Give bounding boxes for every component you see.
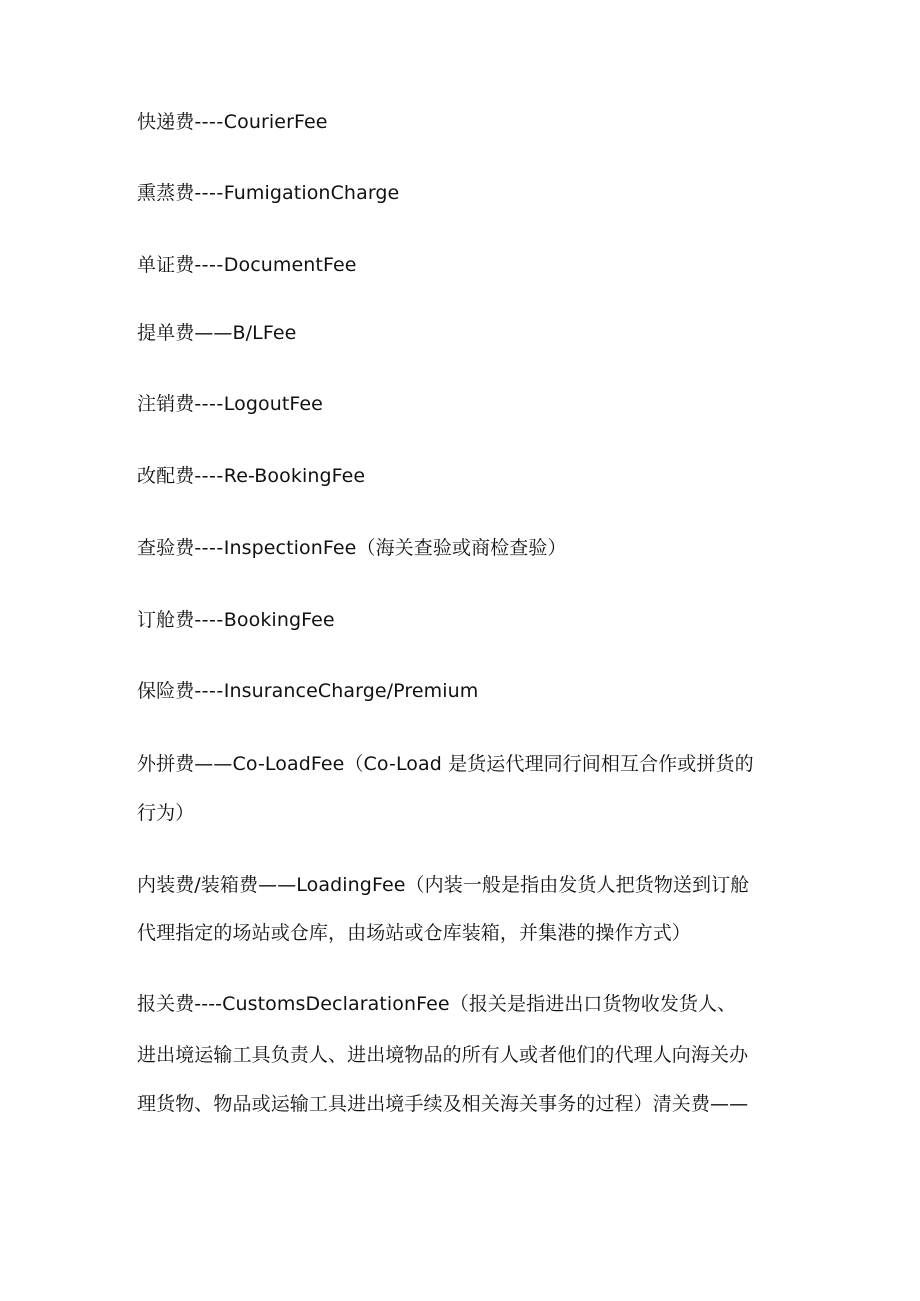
fee-name-zh: 注销费 (137, 393, 195, 415)
fee-name-zh: 快递费 (137, 111, 195, 133)
fee-name-zh: 订舱费 (137, 609, 195, 631)
coload-line-2: 行为） (137, 802, 195, 824)
fee-entry-booking (137, 608, 797, 632)
fee-name-en: FumigationCharge (223, 182, 400, 204)
separator: ---- (194, 537, 224, 559)
separator: ---- (194, 254, 224, 276)
fee-name-en: InsuranceCharge/Premium (223, 680, 479, 702)
fee-entry-bl (137, 321, 797, 345)
fee-note: （海关查验或商检查验） (356, 537, 567, 559)
fee-name-en: DocumentFee (223, 254, 357, 276)
loading-line-2: 代理指定的场站或仓库，由场站或仓库装箱，并集港的操作方式） (137, 922, 691, 944)
separator: ---- (194, 393, 224, 415)
customs-line-1: 报关费----CustomsDeclarationFee（报关是指进出口货物收发货人、 (137, 993, 737, 1015)
fee-name-en: Re-BookingFee (223, 465, 366, 487)
fee-name-zh: 保险费 (137, 680, 195, 702)
separator: ---- (194, 609, 224, 631)
separator: —— (194, 322, 233, 344)
fee-entry-insurance (137, 679, 797, 703)
fee-name-zh: 改配费 (137, 465, 195, 487)
separator: ---- (194, 680, 224, 702)
fee-entry-fumigation (137, 181, 797, 205)
fee-entry-logout (137, 392, 797, 416)
fee-name-en: CourierFee (223, 111, 328, 133)
fee-name-zh: 提单费 (137, 322, 195, 344)
customs-line-2: 进出境运输工具负责人、进出境物品的所有人或者他们的代理人向海关办 (137, 1044, 749, 1066)
fee-name-en: B/LFee (232, 322, 297, 344)
separator: ---- (194, 182, 224, 204)
fee-entry-inspection (137, 536, 797, 560)
fee-name-zh: 单证费 (137, 254, 195, 276)
fee-entry-document (137, 253, 797, 277)
fee-name-en: LogoutFee (223, 393, 323, 415)
fee-entry-courier (137, 110, 797, 134)
coload-line-1: 外拼费——Co-LoadFee（Co-Load 是货运代理同行间相互合作或拼货的 (137, 753, 754, 775)
fee-entry-rebooking (137, 464, 797, 488)
fee-name-zh: 熏蒸费 (137, 182, 195, 204)
customs-line-3: 理货物、物品或运输工具进出境手续及相关海关事务的过程）清关费—— (137, 1093, 749, 1115)
fee-name-en: BookingFee (223, 609, 335, 631)
separator: ---- (194, 111, 224, 133)
loading-line-1: 内装费/装箱费——LoadingFee（内装一般是指由发货人把货物送到订舱 (137, 874, 750, 896)
fee-name-zh: 查验费 (137, 537, 195, 559)
fee-name-en: InspectionFee (223, 537, 357, 559)
separator: ---- (194, 465, 224, 487)
